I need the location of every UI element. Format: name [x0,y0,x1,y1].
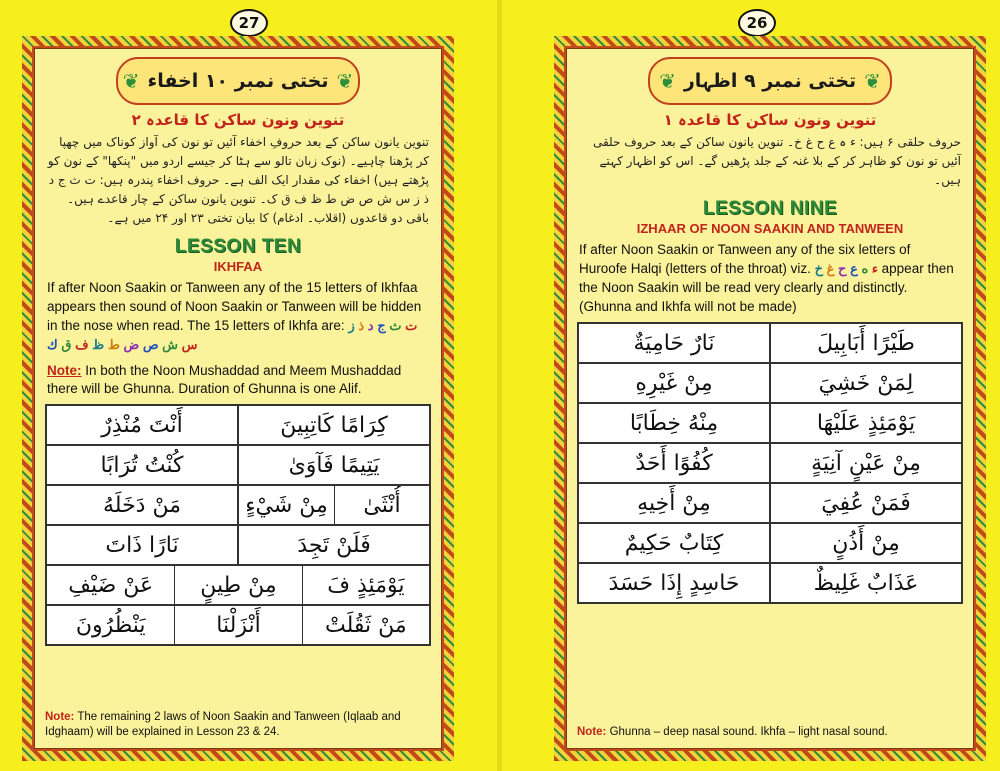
word-row-triple [46,605,430,645]
note-label: Note: [47,363,82,378]
note-text: Ghunna – deep nasal sound. Ikhfa – light nasal sound. [609,726,888,738]
english-text: appear then the Noon Saakin will be read very clearly and distinctly. (Ghunna and Ikhfa will not be made) [579,261,954,314]
letter: ء [871,261,879,276]
ornamental-frame [22,36,454,761]
urdu-paragraph: تنوین یانون ساکن کے بعد حروفِ اخفاء آئیں تو نون کی آواز کوناک میں چھپا کر پڑھنا چاہیے۔ (نوک زبان تالو سے ہٹا کر جیسے اردو میں "پنکھا" کے نون کو پڑھتے ہیں) اخفاء کی مقدار ایک الف ہے۔ حروف اخفاء پندرہ ہیں: ت ث ج د ذ ز س ش ص ض ط ظ ف ق ک۔ تنوین یانون ساکن کے چار قاعدے ہیں۔ باقی دو قاعدوں (اقلاب۔ ادغام) کا بیان تختی ۲۳ اور ۲۴ میں ہے۔ [47,135,429,225]
letter: ح [838,261,847,276]
letter: ت [405,318,418,333]
urdu-title: تختی نمبر ۹ اظہار [683,70,857,92]
urdu-title: تختی نمبر ۱۰ اخفاء [147,70,329,92]
letter: ج [377,318,386,333]
urdu-subtitle: تنوین ونون ساکن کا قاعدہ ۱ [663,111,877,129]
word-cell: فَمَنْ عُفِيَ [770,483,962,523]
word-cell: أُنْثَىٰ [334,486,429,524]
english-paragraph [47,278,429,354]
urdu-paragraph: حروف حلقی ۶ ہیں: ء ہ ع ح غ خ۔ تنوین یانون ساکن کے بعد حروف حلقی آئیں تو نون کو ظاہر کر کے بلا غنہ کے جلد پڑھیں گے۔ اس کو اظہار کہتے ہیں۔ [592,135,961,187]
bottom-note [45,710,431,740]
letter: ذ [358,318,365,333]
word-row-triple [46,565,430,605]
note-text: The remaining 2 laws of Noon Saakin and Tanween (Iqlaab and Idghaam) will be explained in Lesson 23 & 24. [45,711,401,738]
word-cell: يَوْمَئِذٍ عَلَيْهَا [770,403,962,443]
word-cell: أَنْتَ مُنْذِرٌ [46,405,238,445]
word-cell: مِنْهُ خِطَابًا [578,403,770,443]
letter: ظ [92,337,105,352]
word-cell: يَتِيمًا فَآوَىٰ [238,445,430,485]
ornamental-frame [554,36,986,761]
word-cell: كُفُوًا أَحَدٌ [578,443,770,483]
word-cell-split [238,485,430,525]
word-cell: مَنْ دَخَلَهُ [46,485,238,525]
word-cell: عَذَابٌ غَلِيظٌ [770,563,962,603]
title-banner [648,57,892,105]
leaf-ornament-icon: ❦ [864,69,881,93]
page-number: 27 [230,9,268,37]
letter: ز [348,318,355,333]
letter: ش [162,337,179,352]
lesson-subtitle: IKHFAA [213,259,263,274]
word-cell: كُنْتُ تُرَابًا [46,445,238,485]
note-label: Note: [45,711,75,723]
letter: ه [861,261,869,276]
page-26 [502,0,1000,771]
word-cell: مِنْ عَيْنٍ آنِيَةٍ [770,443,962,483]
lesson-subtitle: IZHAAR OF NOON SAAKIN AND TANWEEN [636,221,904,236]
leaf-ornament-icon: ❦ [336,69,354,93]
letter: ف [75,337,89,352]
page-content [34,48,442,749]
note [47,362,429,398]
english-paragraph [579,240,961,316]
word-cell: فَلَنْ تَجِدَ [238,525,430,565]
word-table [45,404,431,646]
english-text: If after Noon Saakin or Tanween any of the 15 letters of Ikhfaa appears then sound of Noon Saakin or Tanween will be hidden in the nose when read. The 15 letters of Ikhfa are: [47,280,422,333]
note-text: In both the Noon Mushaddad and Meem Mushaddad there will be Ghunna. Duration of Ghunna is one Alif. [47,363,402,396]
word-cell: أَنْزَلْنَا [174,606,301,644]
word-table [577,322,963,604]
lesson-title: LESSON TEN [174,236,302,257]
urdu-subtitle: تنوین ونون ساکن کا قاعدہ ۲ [131,111,345,129]
word-cell: نَارٌ حَامِيَةٌ [578,323,770,363]
word-cell: مِنْ شَيْءٍ [245,492,328,518]
word-cell: مِنْ غَيْرِهِ [578,363,770,403]
letter: ع [850,261,858,276]
letter: ك [47,337,58,352]
word-cell: حَاسِدٍ إِذَا حَسَدَ [578,563,770,603]
word-cell: نَارًا ذَاتَ [46,525,238,565]
letter: ط [107,337,120,352]
leaf-ornament-icon: ❦ [122,69,140,93]
letter: ق [61,337,72,352]
word-cell: عَنْ ضَيْفِ [68,572,154,598]
bottom-note [577,725,963,740]
page-content [566,48,974,749]
word-cell: مِنْ أَذُنٍ [770,523,962,563]
word-cell: كِرَامًا كَاتِبِينَ [238,405,430,445]
word-cell: يَنْظُرُونَ [75,612,146,638]
lesson-title: LESSON NINE [702,198,838,219]
word-cell: يَوْمَئِذٍ فَ [302,566,429,604]
page-27 [0,0,498,771]
word-cell: كِتَابٌ حَكِيمٌ [578,523,770,563]
letter: خ [814,261,824,276]
title-banner [116,57,360,105]
word-cell: مِنْ أَخِيهِ [578,483,770,523]
letter: غ [826,261,835,276]
word-cell: طَيْرًا أَبَابِيلَ [770,323,962,363]
letter: ص [142,337,159,352]
letter: س [181,337,198,352]
word-cell: مِنْ طِينٍ [174,566,301,604]
letter: د [367,318,374,333]
leaf-ornament-icon: ❦ [659,69,676,93]
english-text: If after Noon Saakin or Tanween any of the six letters of Huroofe Halqi (letters of the throat) viz. [579,242,911,276]
note-label: Note: [577,726,607,738]
letter: ض [123,337,140,352]
halqi-letters [815,261,882,276]
word-cell: لِمَنْ خَشِيَ [770,363,962,403]
page-number: 26 [738,9,776,37]
letter: ث [389,318,402,333]
word-cell: مَنْ ثَقُلَتْ [302,606,429,644]
